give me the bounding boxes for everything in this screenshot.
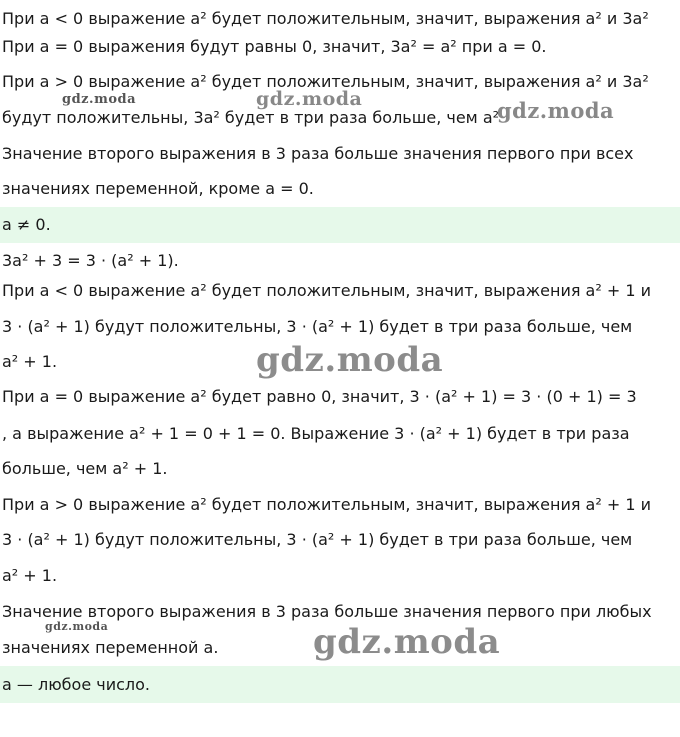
watermark-logo: gdz.moda — [313, 622, 501, 662]
text-line-15: При a > 0 выражение a² будет положительным, значит, выражения a² + 1 и — [2, 495, 652, 514]
text-line-3: При a > 0 выражение a² будет положительным, значит, выражения a² и 3a² — [2, 72, 649, 91]
text-line-9: При a < 0 выражение a² будет положительным, значит, выражения a² + 1 и — [2, 281, 652, 300]
text-line-14: больше, чем a² + 1. — [2, 459, 168, 478]
text-line-13: , а выражение a² + 1 = 0 + 1 = 0. Выражение 3 · (a² + 1) будет в три раза — [2, 424, 630, 443]
text-line-4: будут положительны, 3a² будет в три раза больше, чем a² — [2, 108, 500, 127]
text-line-5: Значение второго выражения в 3 раза больше значения первого при всех — [2, 144, 634, 163]
text-line-8: 3a² + 3 = 3 · (a² + 1). — [2, 251, 179, 270]
text-line-17: a² + 1. — [2, 566, 58, 585]
text-line-10: 3 · (a² + 1) будут положительны, 3 · (a² + 1) будет в три раза больше, чем — [2, 317, 633, 336]
watermark-logo: gdz.moda — [256, 340, 444, 380]
highlight-condition: a ≠ 0. — [0, 207, 680, 243]
watermark-logo: gdz.moda — [62, 92, 137, 107]
text-line-16: 3 · (a² + 1) будут положительны, 3 · (a² + 1) будет в три раза больше, чем — [2, 530, 633, 549]
text-line-12: При a = 0 выражение a² будет равно 0, значит, 3 · (a² + 1) = 3 · (0 + 1) = 3 — [2, 387, 637, 406]
watermark-logo: gdz.moda — [497, 98, 615, 123]
highlight-answer: a — любое число. — [0, 666, 680, 703]
text-line-11: a² + 1. — [2, 352, 58, 371]
watermark-logo: gdz.moda — [45, 620, 109, 633]
text-line-2: При a = 0 выражения будут равны 0, значит, 3a² = a² при a = 0. — [2, 37, 547, 56]
watermark-logo: gdz.moda — [256, 88, 363, 110]
text-line-6: значениях переменной, кроме a = 0. — [2, 179, 314, 198]
text-line-1: При a < 0 выражение a² будет положительным, значит, выражения a² и 3a² — [2, 9, 649, 28]
text-line-19: значениях переменной a. — [2, 638, 219, 657]
text-line-18: Значение второго выражения в 3 раза больше значения первого при любых — [2, 602, 652, 621]
